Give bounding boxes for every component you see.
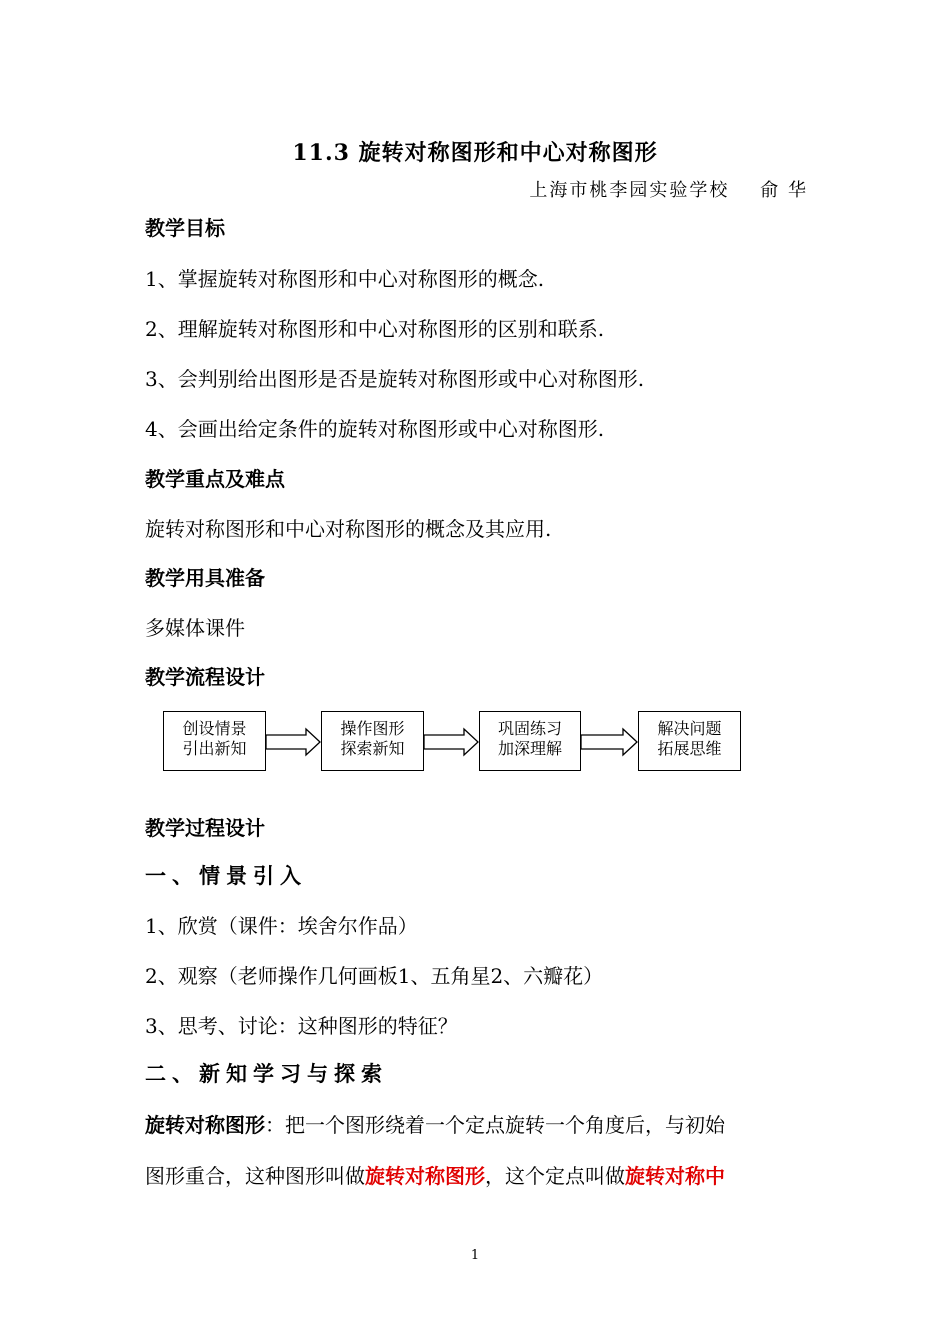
flow-step-4: [638, 711, 741, 771]
definition-term-2: 旋转对称中: [625, 1164, 725, 1188]
definition-text-1: ：把一个图形绕着一个定点旋转一个角度后，与初始: [265, 1113, 725, 1137]
definition-line-1: [145, 1109, 725, 1138]
flow-step-3: [479, 711, 581, 771]
objective-item-3: 3、会判别给出图形是否是旋转对称图形或中心对称图形.: [145, 367, 645, 391]
section-2-title: 二、新知学习与探索: [145, 1061, 388, 1086]
definition-text-2a: 图形重合，这种图形叫做: [145, 1164, 365, 1188]
flow-arrow-icon: [581, 727, 639, 757]
section-1-title: 一、情景引入: [145, 863, 307, 888]
tools-text: 多媒体课件: [145, 616, 245, 640]
process-heading: 教学过程设计: [145, 816, 265, 840]
objective-item-2: 2、理解旋转对称图形和中心对称图形的区别和联系.: [145, 317, 605, 341]
flow-step-2-line1: 操作图形: [340, 719, 405, 738]
definition-label: 旋转对称图形: [145, 1113, 265, 1137]
flow-step-4-line2: 拓展思维: [657, 739, 722, 758]
flow-step-1: [163, 711, 266, 771]
author-line: 上海市桃李园实验学校 俞 华: [529, 180, 808, 201]
objective-item-1: 1、掌握旋转对称图形和中心对称图形的概念.: [145, 267, 545, 291]
flow-step-3-line2: 加深理解: [497, 739, 562, 758]
flow-step-3-line1: 巩固练习: [497, 719, 562, 738]
definition-term-1: 旋转对称图形: [365, 1164, 485, 1188]
tools-heading: 教学用具准备: [145, 566, 265, 590]
key-points-text: 旋转对称图形和中心对称图形的概念及其应用.: [145, 517, 552, 541]
flow-step-2: [321, 711, 424, 771]
page-number: 1: [470, 1248, 480, 1263]
document-title: 11.3 旋转对称图形和中心对称图形: [292, 140, 658, 166]
flow-heading: 教学流程设计: [145, 665, 265, 689]
objective-item-4: 4、会画出给定条件的旋转对称图形或中心对称图形.: [145, 417, 605, 441]
definition-text-2b: ，这个定点叫做: [485, 1164, 625, 1188]
section-1-item-1: 1、欣赏（课件：埃舍尔作品）: [145, 914, 418, 938]
definition-line-2: [145, 1160, 725, 1189]
flow-step-1-line1: 创设情景: [182, 719, 247, 738]
flow-step-4-line1: 解决问题: [657, 719, 722, 738]
flow-arrow-icon: [424, 727, 480, 757]
objectives-heading: 教学目标: [145, 216, 225, 240]
flow-step-1-line2: 引出新知: [182, 739, 247, 758]
flow-step-2-line2: 探索新知: [340, 739, 405, 758]
section-1-item-2: 2、观察（老师操作几何画板1、五角星2、六瓣花）: [145, 964, 604, 988]
flow-arrow-icon: [266, 727, 322, 757]
section-1-item-3: 3、思考、讨论：这种图形的特征？: [145, 1014, 458, 1038]
key-points-heading: 教学重点及难点: [145, 467, 285, 491]
